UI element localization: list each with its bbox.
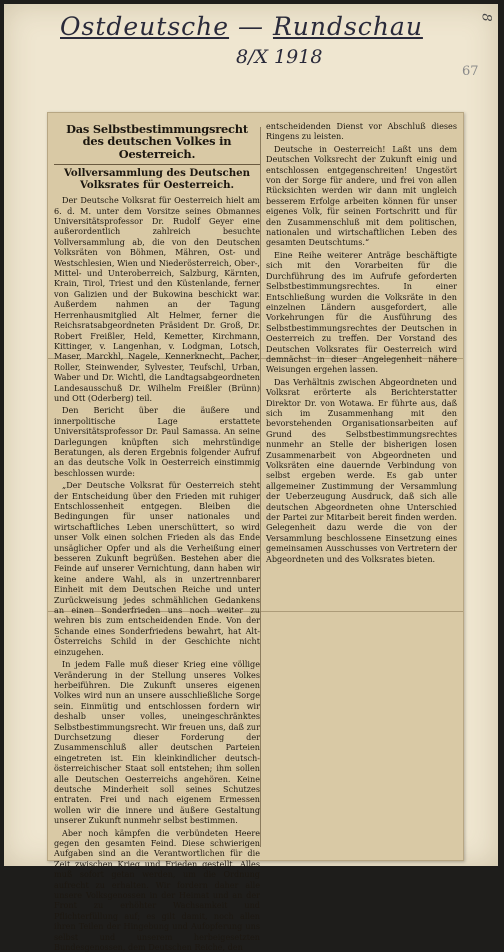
article-right-column — [266, 121, 457, 564]
handwritten-sheet-number: 8 — [478, 13, 494, 22]
article-paragraph: Aber noch kämpfen die verbündeten Heere gegen den gesamten Feind. Diese schwierigen Aufgaben sind an die Verantwortlichen für die Zeit zwischen Krieg und Frieden gestellt. Alles muß sofort getan werden, um die Ordnung aufrecht zu erhalten. Wir fordern daher alle unsere Volksgenossen in der Heimat und an der Front zu erhöhter Wachsamkeit und Pflichterfüllung auf; es gilt damit, noch allen ihren Teilen der Hingebung und Aufopferung uns selbst und unserem herbeigesetzten Bundesgenossen, dem Deutschen Reiche, den — [54, 827, 260, 952]
column-divider — [260, 127, 261, 847]
article-paragraph: In jedem Falle muß dieser Krieg eine völlige Veränderung in der Stellung unseres Volkes herbeiführen. Die Zukunft unseres eigenen Volkes wird nun an unsere ausschließliche Sorge sein. Einmütig und entschlossen fordern wir deshalb unser volles, uneingeschränktes Selbstbestimmungsrecht. Wir freuen uns, daß zur Durchsetzung dieser Forderung der Zusammenschluß aller deutschen Parteien eingetreten ist. Ein kleinkindlicher deutsch-österreichischer Staat soll entstehen; ihm sollen alle Deutschen Oesterreichs angehören. Keine deutsche Minderheit soll seines Schutzes entraten. Frei und nach eigenem Ermessen wollen wir die innere und äußere Gestaltung unserer Zukunft nunmehr selbst bestimmen. — [54, 659, 260, 826]
article-subheadline: Vollversammlung des Deutschen Volksrates für Oesterreich. — [54, 164, 260, 191]
article-headline: Das Selbstbestimmungsrecht des deutschen Volkes in Oesterreich. — [66, 122, 248, 161]
handwritten-newspaper-part1: Ostdeutsche — [60, 12, 230, 41]
handwritten-newspaper-name — [60, 12, 423, 41]
article-paragraph: Der Deutsche Volksrat für Oesterreich hielt am 6. d. M. unter dem Vorsitze seines Obmannes Universitätsprofessor Dr. Rudolf Geyer eine außerordentlich zahlreich besuchte Vollversammlung ab, die von den Deutschen Volksräten von Böhmen, Mähren, Ost- und Westschlesien, Wien und Niederösterreich, Ober-, Mittel- und Unteroberreich, Salzburg, Kärnten, Krain, Tirol, Triest und den Küstenlande, ferner von Galizien und der Bukowina beschickt war. Außerdem nahmen an der Tagung Herrenhausmitglied Alt Helmer, ferner die Reichsratsabgeordneten Präsident Dr. Groß, Dr. Robert Freißler, Held, Kemetter, Kirchmann, Kittinger, v. Langenhan, v. Lodgman, Lotsch, Maser, Marckhl, Nagele, Kennerknecht, Pacher, Roller, Steinwender, Sylvester, Teufschl, Urban, Waber und Dr. Wichtl, die Landtagsabgeordneten Landesausschuß Dr. Wilhelm Freißler (Brünn) und Ott (Oderberg) teil. — [54, 195, 260, 403]
article-paragraph: „Der Deutsche Volksrat für Oesterreich steht der Entscheidung über den Frieden mit ruhiger Entschlossenheit entgegen. Bleiben die Bedingungen für unser nationales und wirtschaftliches Leben unerschüttert, so wird unser Volk einen solchen Frieden als das Ende unsäglicher Opfer und als die Verheißung einer besseren Zukunft begrüßen. Bestehen aber die Feinde auf unserer Vernichtung, dann haben wir keine andere Wahl, als in unzertrennbarer Einheit mit dem Deutschen Reiche und unter Zurückweisung jedes schmählichen Gedankens an einen Sonderfrieden uns noch weiter zu wehren bis zum entscheidenden Ende. Von der Schande eines Sonderfriedens bewahrt, hat Alt-Österreichs Schild in der Geschichte nicht einzugehen. — [54, 480, 260, 657]
article-paragraph: Deutsche in Oesterreich! Laßt uns dem Deutschen Volksrecht der Zukunft einig und entschlossen entgegenschreiten! Ungestört von der Sorge für andere, und frei von allen Rücksichten werden wir dann mit ungleich besserem Erfolge arbeiten können für unser eigenes Volk, für seinen Fortschritt und für den Zusammenschluß mit dem politischen, nationalen und wirtschaftlichen Leben des gesamten Deutschtums.“ — [266, 143, 457, 248]
article-paragraph: Den Bericht über die äußere und innerpolitische Lage erstattete Universitätsprofessor Dr. Paul Samassa. An seine Darlegungen knüpften sich mehrstündige Beratungen, als deren Ergebnis folgender Aufruf an das deutsche Volk in Oesterreich einstimmig beschlossen wurde: — [54, 405, 260, 478]
article-paragraph: Eine Reihe weiterer Anträge beschäftigte sich mit den Vorarbeiten für die Durchführung des im Aufrufe geforderten Selbstbestimmungsrechtes. In einer Entschließung wurden die Volksräte in den einzelnen Ländern ausgefordert, alle Vorkehrungen für die Ausführung des Selbstbestimmungsrechtes der Deutschen in Oesterreich zu treffen. Der Vorstand des Deutschen Volksrates für Oesterreich wird demnächst in dieser Angelegenheit nähere Weisungen ergehen lassen. — [266, 249, 457, 375]
archive-sheet — [4, 4, 498, 952]
handwritten-separator: — — [229, 12, 273, 41]
pencil-page-number: 67 — [462, 64, 479, 79]
handwritten-newspaper-part2: Rundschau — [272, 12, 423, 41]
article-paragraph: Das Verhältnis zwischen Abgeordneten und Volksrat erörterte als Berichterstatter Direktor Dr. von Wotawa. Er führte aus, daß sich im Zusammenhang mit den bevorstehenden Organisationsarbeiten auf Grund des Selbstbestimmungsrechtes nunmehr an Stelle der bisherigen losen Zusammenarbeit von Abgeordneten und Volksräten eine dauernde Verbindung von selbst ergeben werde. Es gab unter allgemeiner Zustimmung der Versammlung der Ueberzeugung Ausdruck, daß sich alle deutschen Abgeordneten ohne Unterschied der Partei zur Mitarbeit bereit finden werden. Gelegenheit dazu werde die von der Versammlung beschlossene Einsetzung eines gemeinsamen Ausschusses von Vertretern der Abgeordneten und des Volksrates bieten. — [266, 376, 457, 564]
newspaper-clipping — [47, 112, 464, 952]
handwritten-date: 8/X 1918 — [236, 46, 323, 68]
article-paragraph: entscheidenden Dienst vor Abschluß dieses Ringens zu leisten. — [266, 121, 457, 142]
article-left-column — [54, 121, 260, 952]
